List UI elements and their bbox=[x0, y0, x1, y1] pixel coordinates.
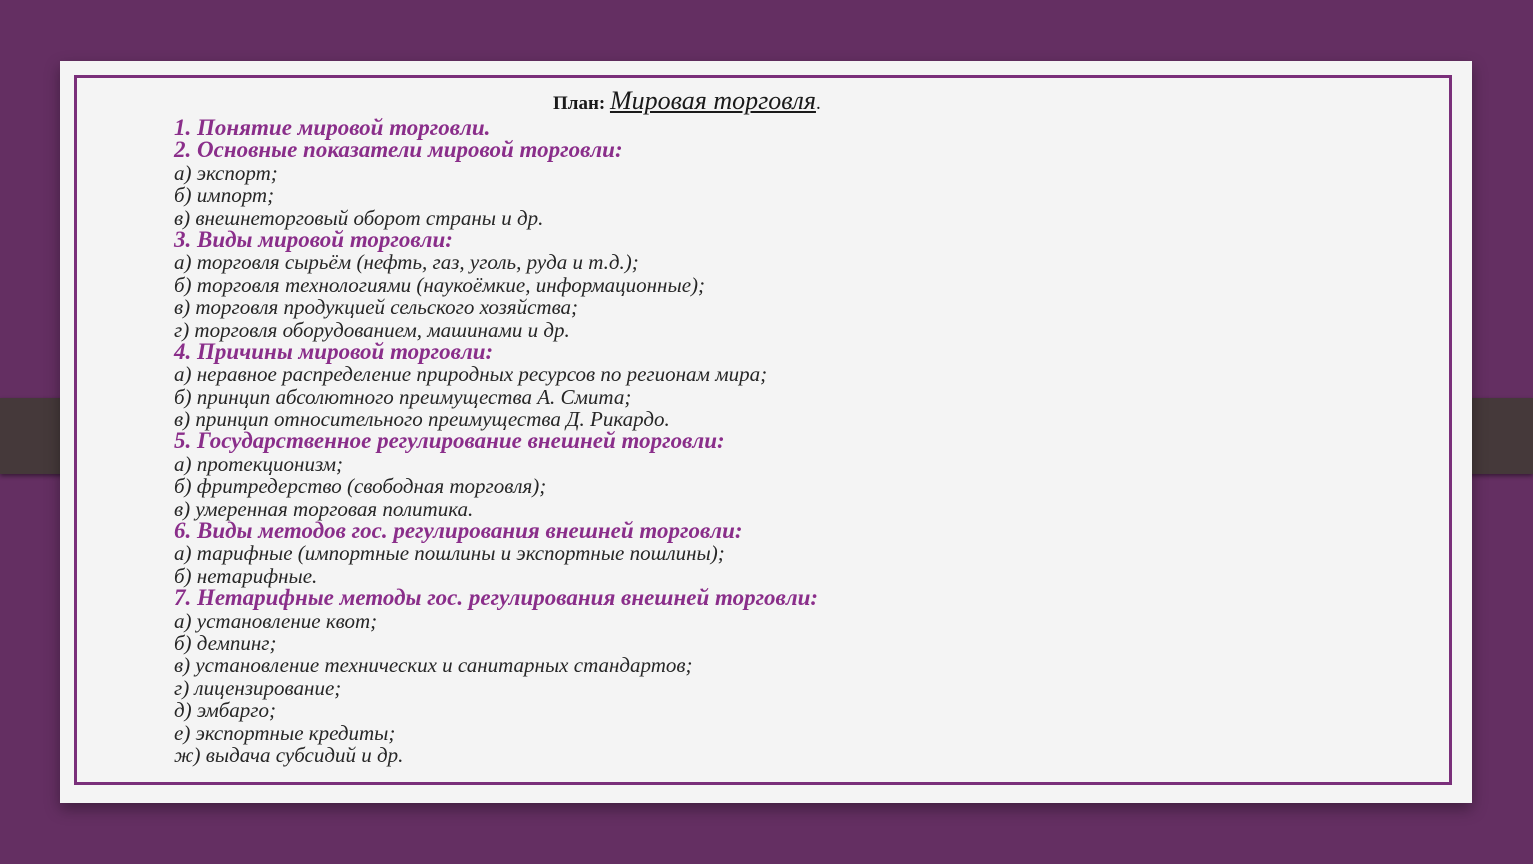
plan-sub-item: в) торговля продукцией сельского хозяйства; bbox=[174, 295, 579, 320]
plan-sub-item: д) эмбарго; bbox=[174, 698, 276, 723]
plan-sub-item: б) демпинг; bbox=[174, 630, 277, 655]
plan-section-heading: 6. Виды методов гос. регулирования внешней торговли: bbox=[174, 518, 743, 544]
plan-sub-item: в) принцип относительного преимущества Д. Рикардо. bbox=[174, 407, 670, 432]
title-period: . bbox=[815, 93, 821, 114]
title-label: План: bbox=[553, 93, 606, 114]
plan-sub-item: г) лицензирование; bbox=[174, 675, 342, 700]
plan-sub-item: а) неравное распределение природных ресурсов по регионам мира; bbox=[174, 362, 768, 387]
plan-sub-item: б) торговля технологиями (наукоёмкие, информационные); bbox=[174, 272, 706, 297]
plan-sub-item: б) импорт; bbox=[174, 183, 275, 208]
plan-section-heading: 3. Виды мировой торговли: bbox=[174, 226, 453, 252]
plan-sub-item: а) экспорт; bbox=[174, 160, 278, 185]
title-topic: Мировая торговля bbox=[609, 86, 816, 115]
plan-sub-item: а) торговля сырьём (нефть, газ, уголь, руда и т.д.); bbox=[174, 250, 639, 275]
plan-sub-item: в) умеренная торговая политика. bbox=[174, 496, 474, 521]
plan-section-heading: 2. Основные показатели мировой торговли: bbox=[174, 137, 623, 163]
plan-sub-item: а) протекционизм; bbox=[174, 451, 344, 476]
slide-title bbox=[553, 86, 821, 116]
plan-section-heading: 5. Государственное регулирование внешней торговли: bbox=[174, 428, 725, 454]
plan-sub-item: г) торговля оборудованием, машинами и др. bbox=[174, 317, 570, 342]
plan-sub-item: б) принцип абсолютного преимущества А. Смита; bbox=[174, 384, 632, 409]
plan-sub-item: а) тарифные (импортные пошлины и экспортные пошлины); bbox=[174, 541, 725, 566]
plan-section-heading: 7. Нетарифные методы гос. регулирования внешней торговли: bbox=[174, 585, 819, 611]
plan-sub-item: а) установление квот; bbox=[174, 608, 378, 633]
plan-sub-item: в) внешнеторговый оборот страны и др. bbox=[174, 205, 544, 230]
plan-section-heading: 1. Понятие мировой торговли. bbox=[174, 115, 491, 140]
plan-sub-item: ж) выдача субсидий и др. bbox=[174, 742, 404, 767]
plan-list bbox=[174, 117, 1434, 766]
plan-sub-item: в) установление технических и санитарных стандартов; bbox=[174, 653, 693, 678]
plan-section-heading: 4. Причины мировой торговли: bbox=[174, 338, 494, 364]
plan-sub-item: б) нетарифные. bbox=[174, 563, 318, 588]
plan-sub-item: е) экспортные кредиты; bbox=[174, 720, 396, 745]
plan-sub-item: б) фритредерство (свободная торговля); bbox=[174, 474, 547, 499]
